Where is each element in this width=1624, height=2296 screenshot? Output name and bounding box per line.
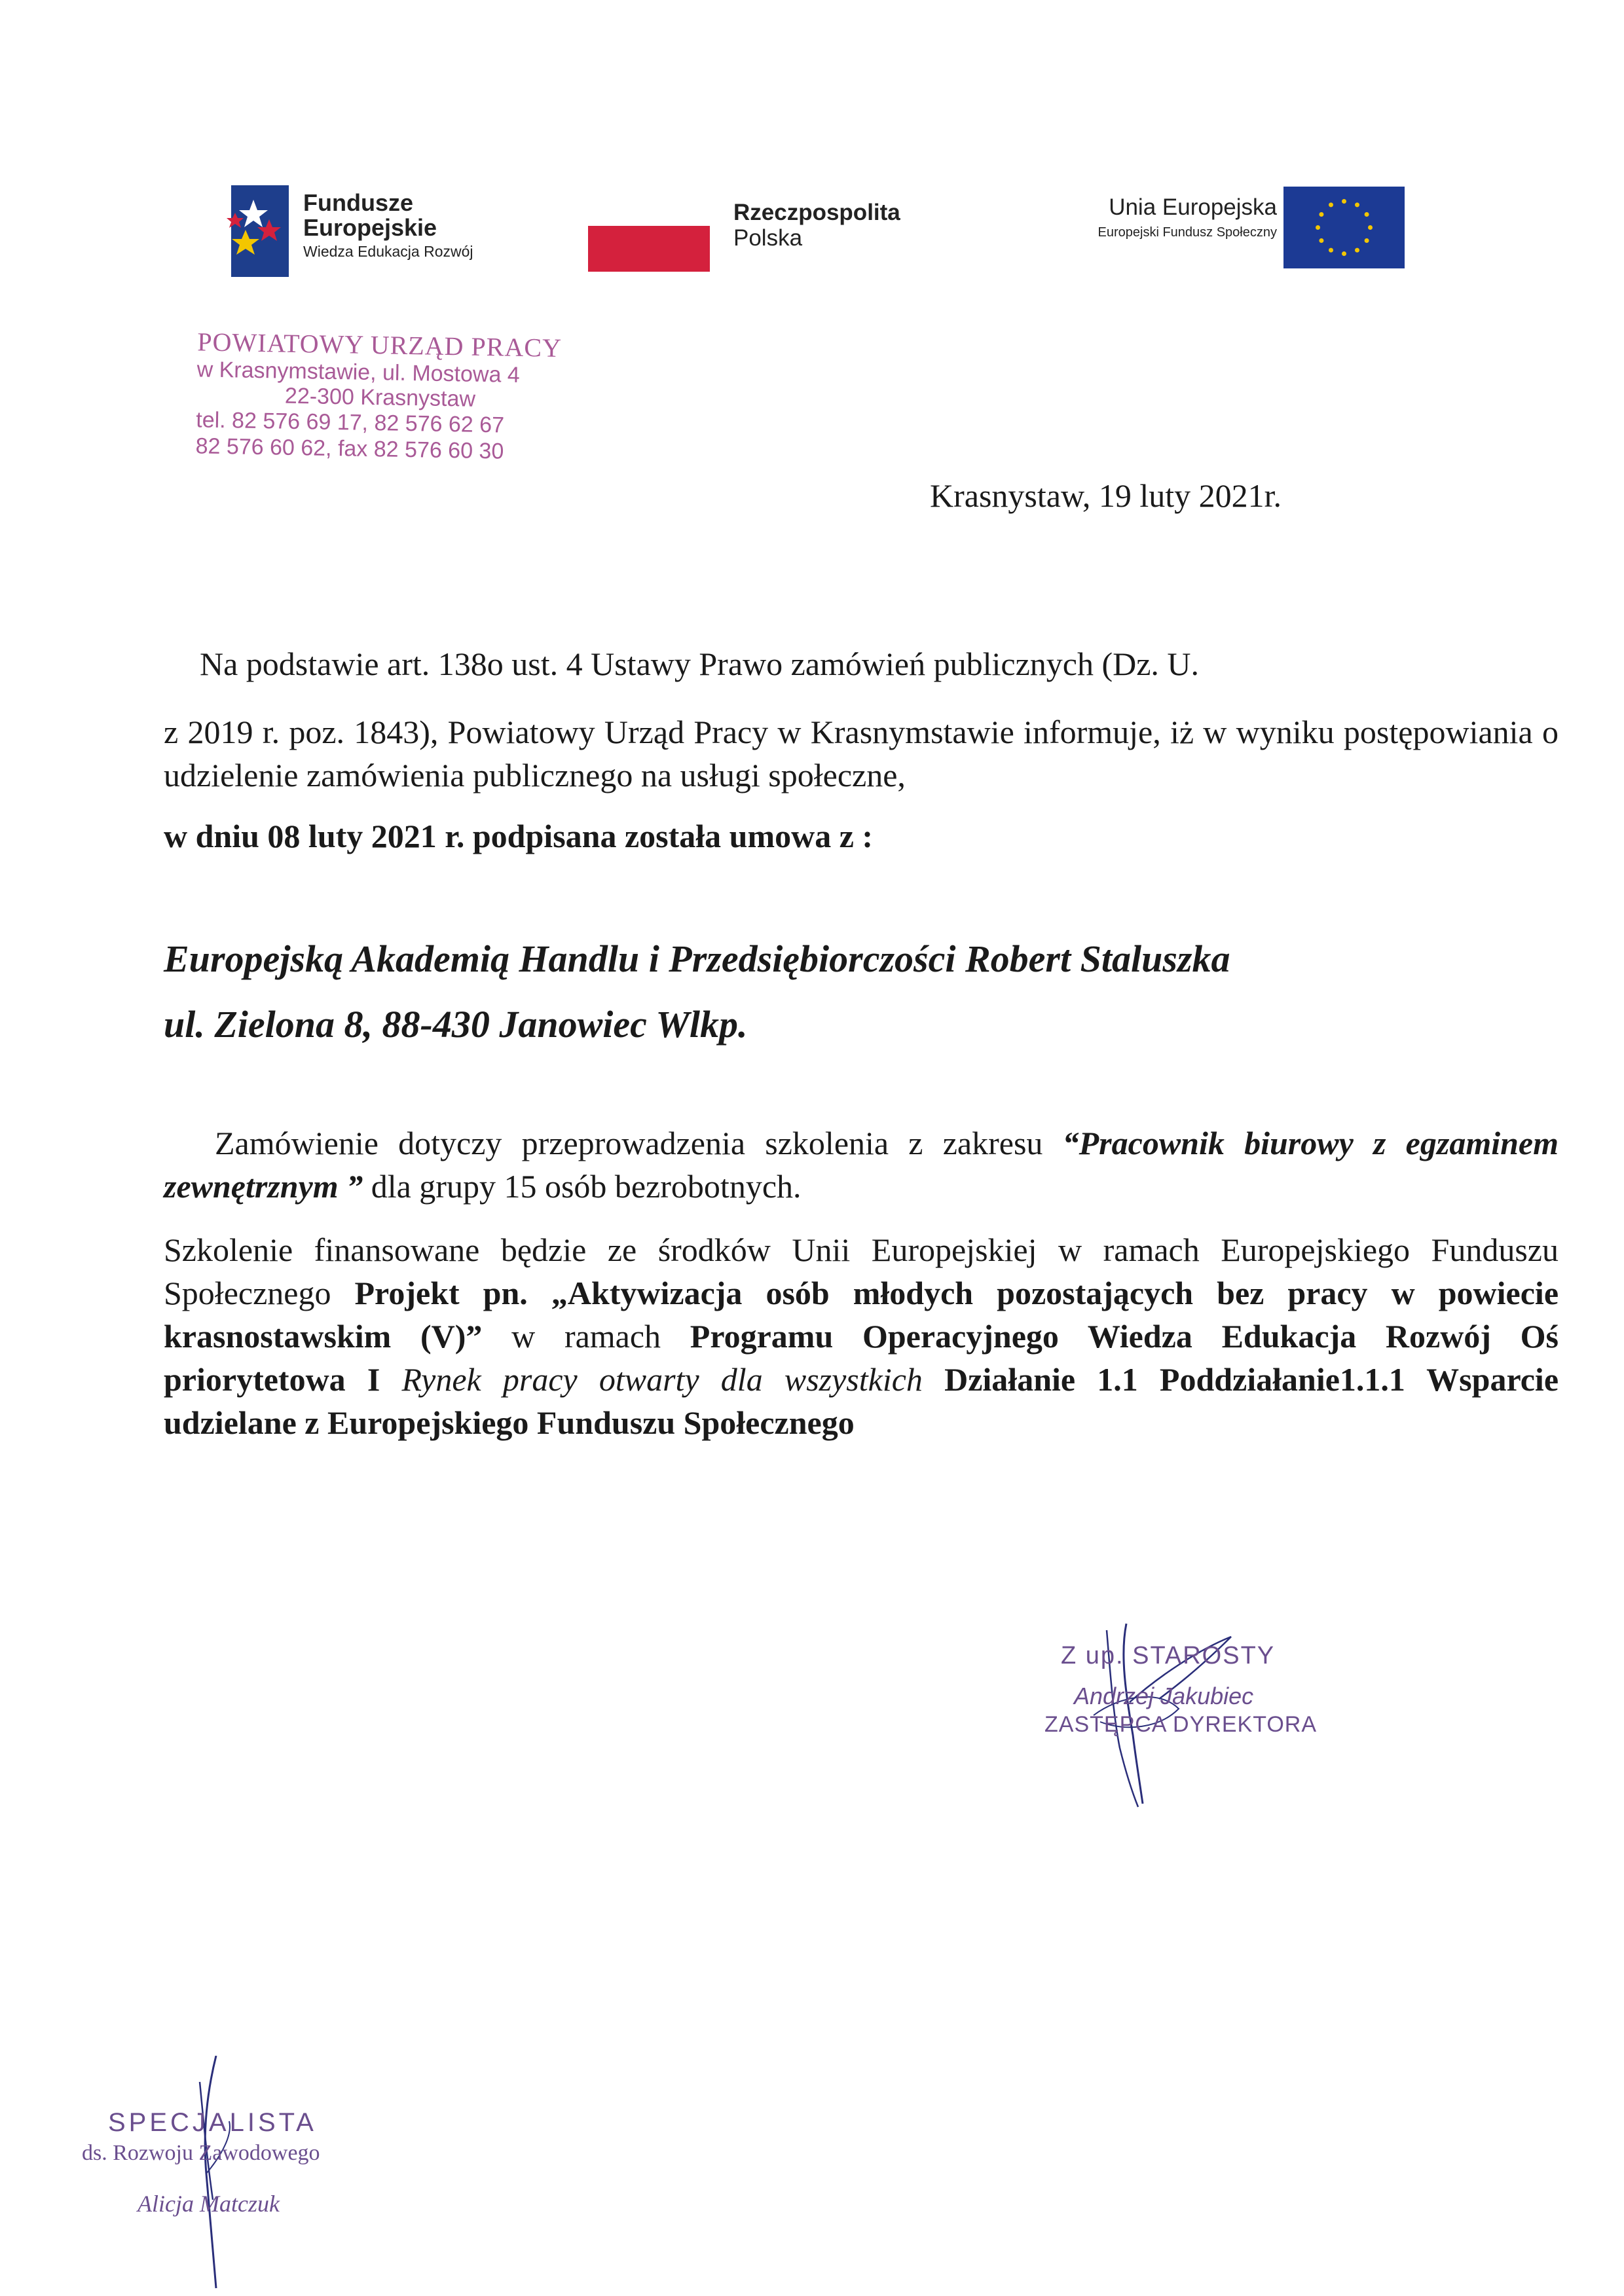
group-size-text: dla grupy 15 osób bezrobotnych.	[371, 1168, 802, 1205]
fundusze-europejskie-logo	[226, 185, 534, 277]
ue-logo-line2: Europejski Fundusz Społeczny	[1098, 225, 1277, 240]
contractor-address: ul. Zielona 8, 88-430 Janowiec Wlkp.	[164, 1003, 748, 1046]
unia-europejska-logo	[1008, 187, 1414, 272]
stamp-line3: 22-300 Krasnystaw	[284, 383, 476, 412]
director-position: ZASTĘPCA DYREKTORA	[1044, 1712, 1318, 1737]
fe-star-flag-icon	[226, 185, 301, 277]
eu-star	[1368, 225, 1373, 230]
eu-star	[1365, 212, 1369, 217]
rp-logo-line1: Rzeczpospolita	[733, 200, 900, 225]
specialist-signature-stamp	[65, 2056, 458, 2291]
priority-axis-name: Rynek pracy otwarty dla wszystkich	[401, 1361, 923, 1398]
director-name: Andrzej Jakubiec	[1074, 1683, 1254, 1709]
eu-star	[1319, 212, 1323, 217]
stamp-line1: POWIATOWY URZĄD PRACY	[197, 327, 563, 363]
stamp-line5: 82 576 60 62, fax 82 576 60 30	[195, 433, 504, 464]
stamp-line4: tel. 82 576 69 17, 82 576 62 67	[196, 407, 505, 438]
specialist-signature-scribble-icon	[65, 2056, 458, 2291]
eu-star	[1355, 248, 1359, 253]
eu-star	[1365, 238, 1369, 243]
specialist-title: SPECJALISTA	[108, 2108, 317, 2137]
programme-name: Programu Operacyjnego Wiedza Edukacja Rozwój Oś priorytetowa I	[164, 1318, 1559, 1398]
eu-star	[1319, 238, 1323, 243]
polish-flag-icon	[588, 226, 710, 272]
stamp-line2: w Krasnymstawie, ul. Mostowa 4	[196, 357, 521, 388]
rp-logo-line2: Polska	[733, 225, 803, 251]
office-stamp	[195, 327, 623, 466]
order-subject-text: Zamówienie dotyczy przeprowadzenia szkolenia z zakresu	[215, 1125, 1043, 1161]
fe-logo-line1: Fundusze	[303, 189, 413, 216]
paragraph-order-subject	[164, 1121, 1559, 1208]
project-name: Projekt pn. „Aktywizacja osób młodych pozostających bez pracy w powiecie krasnostawskim (V)”	[164, 1275, 1559, 1355]
financing-connector: w ramach	[511, 1318, 661, 1355]
contractor-name: Europejską Akademią Handlu i Przedsiębiorczości Robert Staluszka	[164, 938, 1230, 980]
eu-star	[1316, 225, 1320, 230]
contractor-block	[164, 926, 1230, 1057]
financing-text: Szkolenie finansowane będzie ze środków Unii Europejskiej w ramach Europejskiego Funduszu Społecznego	[164, 1231, 1559, 1311]
measure-name: Działanie 1.1 Poddziałanie1.1.1 Wsparcie udzielane z Europejskiego Funduszu Społecznego	[164, 1361, 1559, 1441]
eu-flag-icon	[1283, 187, 1405, 268]
director-signature-stamp	[1028, 1617, 1421, 1813]
paragraph-1-line1: Na podstawie art. 138o ust. 4 Ustawy Prawo zamówień publicznych (Dz. U.	[200, 646, 1200, 682]
eu-star	[1342, 199, 1346, 204]
eu-star	[1329, 248, 1333, 253]
specialist-department: ds. Rozwoju Zawodowego	[82, 2141, 320, 2165]
eu-star	[1342, 251, 1346, 256]
paragraph-1-rest: z 2019 r. poz. 1843), Powiatowy Urząd Pracy w Krasnymstawie informuje, iż w wyniku postępowiania o udzielenie zamówienia publicznego na usługi społeczne,	[164, 714, 1559, 793]
paragraph-financing	[164, 1228, 1559, 1444]
fe-logo-line3: Wiedza Edukacja Rozwój	[303, 243, 473, 260]
training-title: “Pracownik biurowy z egzaminem zewnętrznym ”	[164, 1125, 1559, 1205]
contract-signed-statement: w dniu 08 luty 2021 r. podpisana została umowa z :	[164, 818, 874, 854]
director-stamp-line1: Z up. STAROSTY	[1061, 1642, 1276, 1669]
rzeczpospolita-polska-logo	[588, 200, 955, 272]
specialist-name: Alicja Matczuk	[138, 2191, 280, 2217]
document-date: Krasnystaw, 19 luty 2021r.	[930, 477, 1282, 514]
fe-logo-line2: Europejskie	[303, 214, 437, 241]
ue-logo-line1: Unia Europejska	[1109, 194, 1277, 220]
eu-star	[1355, 202, 1359, 207]
eu-star	[1329, 202, 1333, 207]
